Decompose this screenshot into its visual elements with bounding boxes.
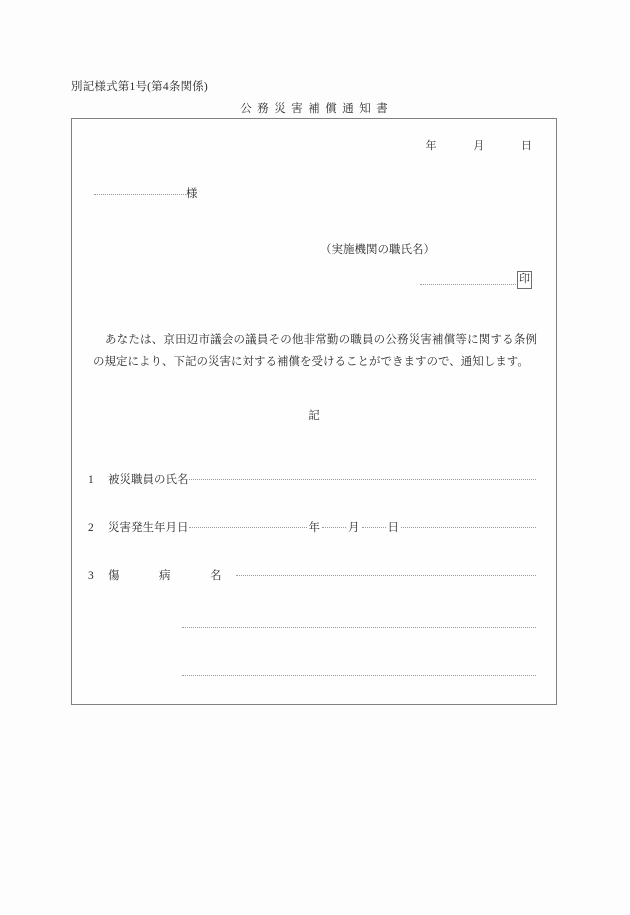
item-3-number: 3 [88, 570, 94, 582]
item-row-1[interactable] [88, 471, 536, 487]
item-2-label: 災害発生年月日 [108, 522, 189, 534]
form-code-label: 別記様式第1号(第4条関係) [71, 81, 208, 93]
addressee-field[interactable] [94, 185, 198, 201]
item-2-year-input-line[interactable] [189, 527, 307, 528]
addressee-suffix-label: 様 [186, 188, 198, 200]
issuer-label: （実施機関の職氏名） [320, 244, 435, 256]
continuation-line-2[interactable] [182, 675, 536, 676]
continuation-line-1[interactable] [182, 627, 536, 628]
item-3-label: 傷 病 名 [108, 570, 236, 582]
document-title: 公務災害補償通知書 [240, 103, 394, 115]
item-2-month-input-line[interactable] [322, 527, 346, 528]
form-body-box [71, 118, 557, 705]
issuer-name-blank-line[interactable] [420, 284, 516, 285]
body-paragraph: あなたは、京田辺市議会の議員その他非常勤の職員の公務災害補償等に関する条例の規定により、下記の災害に対する補償を受けることができますので、通知します。 [93, 334, 537, 368]
item-2-month-label: 月 [348, 522, 360, 534]
item-2-trailing-line[interactable] [401, 527, 536, 528]
item-2-day-input-line[interactable] [362, 527, 386, 528]
item-2-day-label: 日 [387, 522, 399, 534]
item-2-number: 2 [88, 522, 94, 534]
date-month-label: 月 [473, 140, 485, 152]
date-year-label: 年 [425, 140, 437, 152]
date-day-label: 日 [521, 140, 532, 152]
seal-field[interactable] [420, 271, 532, 289]
date-line [426, 137, 533, 153]
item-row-2[interactable] [88, 519, 536, 535]
addressee-blank-line[interactable] [94, 194, 186, 195]
seal-stamp-box[interactable]: 印 [517, 271, 532, 289]
item-1-input-line[interactable] [189, 479, 537, 480]
item-row-3[interactable] [88, 567, 536, 583]
item-1-number: 1 [88, 474, 94, 486]
item-1-label: 被災職員の氏名 [108, 474, 189, 486]
ki-marker: 記 [308, 410, 320, 422]
item-2-year-label: 年 [308, 522, 320, 534]
item-3-input-line[interactable] [236, 575, 537, 576]
